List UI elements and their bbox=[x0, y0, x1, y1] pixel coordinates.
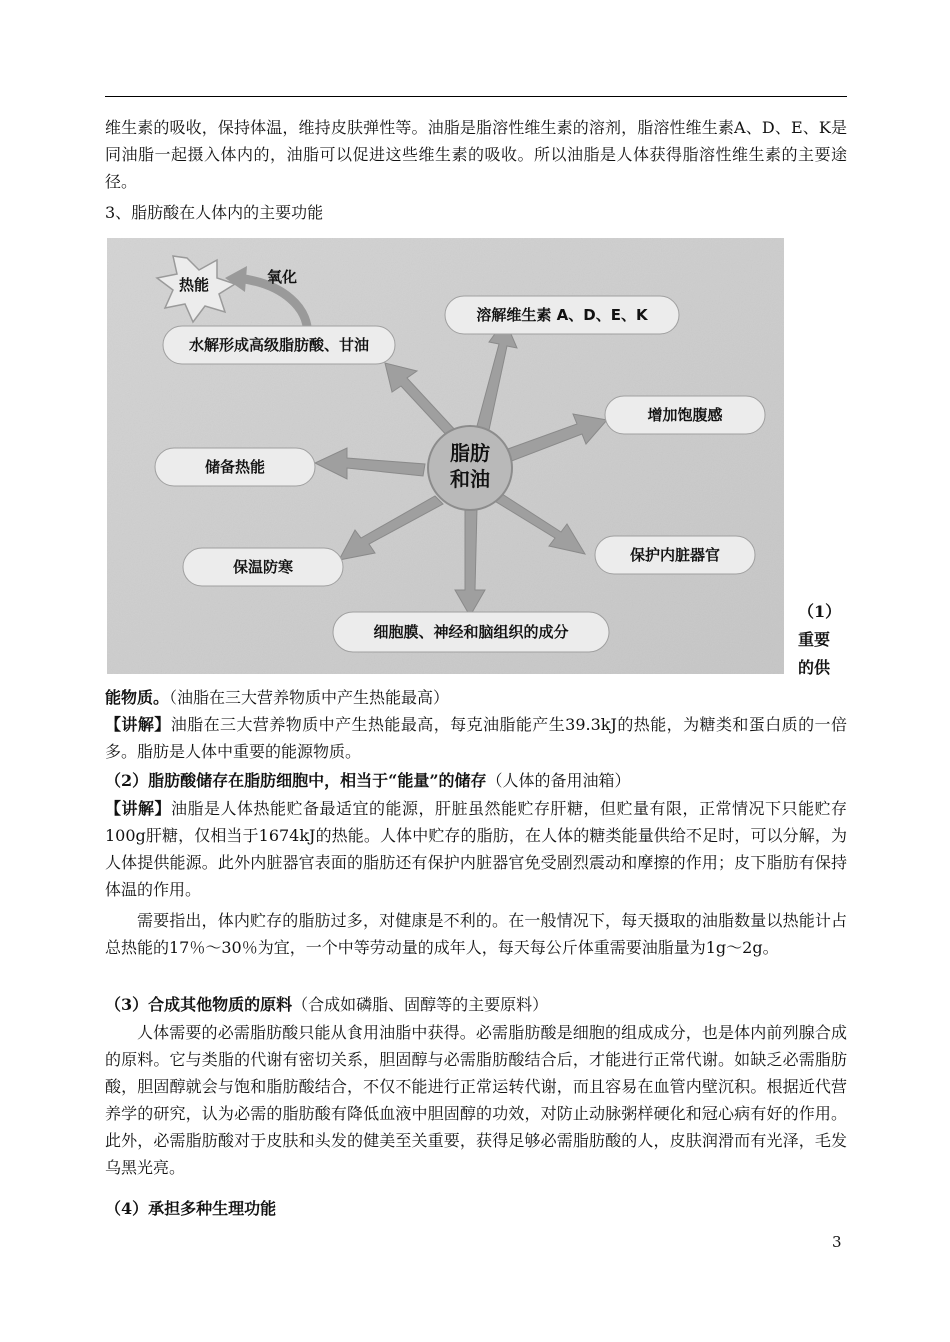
paragraph-vitamins: 维生素的吸收，保持体温，维持皮肤弹性等。油脂是脂溶性维生素的溶剂，脂溶性维生素A、D、E、K是同油脂一起摄入体内的，油脂可以促进这些维生素的吸收。所以油脂是人体获得脂溶性维生素的主要途径。 bbox=[105, 118, 847, 191]
fat-functions-diagram bbox=[107, 238, 784, 674]
oxidize-label: 氧化 bbox=[266, 268, 298, 286]
cell-label: 细胞膜、神经和脑组织的成分 bbox=[373, 623, 569, 641]
satiety-label: 增加饱腹感 bbox=[647, 406, 723, 424]
section1-lecture bbox=[105, 711, 847, 765]
vitamins-label: 溶解维生素 A、D、E、K bbox=[476, 306, 648, 324]
section2-heading: （2）脂肪酸储存在脂肪细胞中，相当于“能量”的储存 bbox=[105, 771, 487, 790]
protect-label: 保护内脏器官 bbox=[629, 546, 721, 564]
section4-heading-line bbox=[105, 1195, 847, 1222]
section1-heading-start: （1）重要的供 bbox=[798, 602, 842, 677]
storage-label: 储备热能 bbox=[204, 458, 266, 476]
header-rule bbox=[105, 96, 847, 97]
heat-label: 热能 bbox=[178, 276, 210, 294]
hydrolysis-label: 水解形成高级脂肪酸、甘油 bbox=[188, 336, 370, 354]
section1-heading-line bbox=[105, 684, 847, 711]
section1-heading-cont: 能物质。 bbox=[105, 688, 170, 707]
section3-note: （合成如磷脂、固醇等的主要原料） bbox=[292, 995, 549, 1014]
section2-lecture bbox=[105, 795, 847, 903]
section2-heading-line bbox=[105, 767, 847, 794]
section2-lecture-text: 油脂是人体热能贮备最适宜的能源，肝脏虽然能贮存肝糖，但贮量有限，正常情况下只能贮存100g肝糖，仅相当于1674kJ的热能。人体中贮存的脂肪，在人体的糖类能量供给不足时，可以分解，为人体提供能源。此外内脏器官表面的脂肪还有保护内脏器官免受剧烈震动和摩擦的作用；皮下脂肪有保持体温的作用。 bbox=[105, 799, 847, 899]
section4-heading: （4）承担多种生理功能 bbox=[105, 1199, 277, 1218]
heading-fatty-acid-functions: 3、脂肪酸在人体内的主要功能 bbox=[105, 203, 324, 222]
lecture-tag-1: 【讲解】 bbox=[105, 715, 171, 734]
page-number: 3 bbox=[832, 1233, 842, 1251]
section3-heading-line bbox=[105, 991, 847, 1018]
center-line1: 脂肪 bbox=[450, 441, 490, 465]
section3-paragraph: 人体需要的必需脂肪酸只能从食用油脂中获得。必需脂肪酸是细胞的组成成分，也是体内前列腺合成的原料。它与类脂的代谢有密切关系，胆固醇与必需脂肪酸结合后，才能进行正常代谢。如缺乏必需脂肪酸，胆固醇就会与饱和脂肪酸结合，不仅不能进行正常运转代谢，而且容易在血管内壁沉积。根据近代营养学的研究，认为必需的脂肪酸有降低血液中胆固醇的功效，对防止动脉粥样硬化和冠心病有好的作用。此外，必需脂肪酸对于皮肤和头发的健美至关重要，获得足够必需脂肪酸的人，皮肤润滑而有光泽，毛发乌黑光亮。 bbox=[105, 1023, 847, 1177]
section3-heading: （3）合成其他物质的原料 bbox=[105, 995, 293, 1014]
section1-lecture-text: 油脂在三大营养物质中产生热能最高，每克油脂能产生39.3kJ的热能，为糖类和蛋白质的一倍多。脂肪是人体中重要的能源物质。 bbox=[105, 715, 847, 761]
section2-paragraph: 需要指出，体内贮存的脂肪过多，对健康是不利的。在一般情况下，每天摄取的油脂数量以热能计占总热能的17％～30％为宜，一个中等劳动量的成年人，每天每公斤体重需要油脂量为1g～2g。 bbox=[105, 911, 847, 957]
warm-label: 保温防寒 bbox=[232, 558, 294, 576]
center-line2: 和油 bbox=[450, 467, 490, 491]
section1-note: （油脂在三大营养物质中产生热能最高） bbox=[169, 688, 450, 707]
section2-note: （人体的备用油箱） bbox=[486, 771, 631, 790]
lecture-tag-2: 【讲解】 bbox=[105, 799, 171, 818]
